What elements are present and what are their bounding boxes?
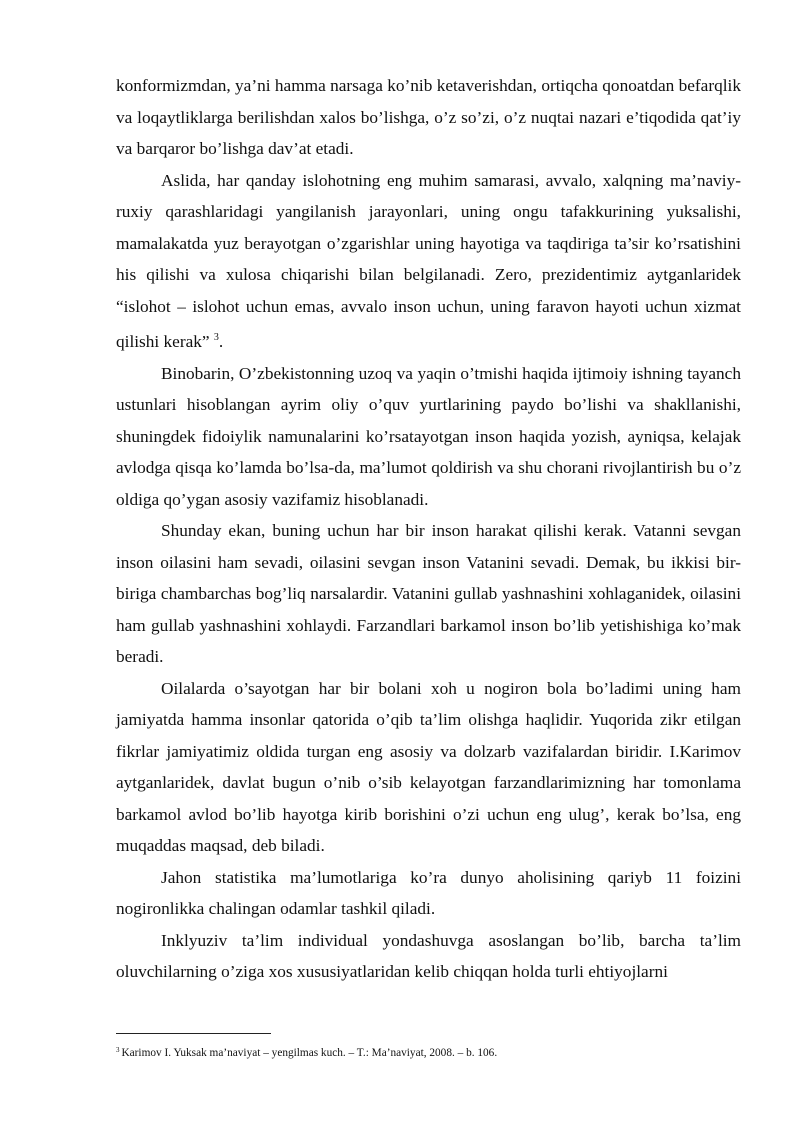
paragraph-text: Oilalarda o’sayotgan har bir bolani xoh u nogiron bola bo’ladimi uning ham jamiyatda hamma insonlar qatorida o’qib ta’lim olishga haqlidir. Yuqorida zikr etilgan fikrlar jamiyatimiz oldida turgan eng asosiy va dolzarb vazifalardan biridir. I.Karimov aytganlaridek, davlat bugun o’nib o’sib kelayotgan farzandlarimizning har tomonlama barkamol avlod bo’lib hayotga kirib borishini o’zi uchun eng ulug’, kerak bo’lsa, eng muqaddas maqsad, deb biladi. (116, 678, 741, 855)
paragraph (116, 925, 741, 988)
footnote-text: Karimov I. Yuksak ma’naviyat – yengilmas kuch. – T.: Ma’naviyat, 2008. – b. 106. (121, 1047, 498, 1059)
paragraph (116, 358, 741, 516)
paragraph (116, 165, 741, 358)
paragraph-text: Inklyuziv ta’lim individual yondashuvga asoslangan bo’lib, barcha ta’lim oluvchilarning o’ziga xos xususiyatlaridan kelib chiqqan holda turli ehtiyojlarni (116, 930, 741, 981)
paragraph-text: konformizmdan, ya’ni hamma narsaga ko’nib ketaverishdan, ortiqcha qonoatdan befarqlik va loqaytliklarga berilishdan xalos bo’lishga, o’z so’zi, o’z nuqtai nazari e’tiqodida qat’iy va barqaror bo’lishga dav’at etadi. (116, 76, 741, 158)
paragraph (116, 673, 741, 862)
paragraph-text: Jahon statistika ma’lumotlariga ko’ra dunyo aholisining qariyb 11 foizini nogironlikka chalingan odamlar tashkil qiladi. (116, 867, 741, 918)
paragraph-text: Aslida, har qanday islohotning eng muhim samarasi, avvalo, xalqning ma’naviy-ruxiy qarashlaridagi yangilanish jarayonlari, uning ongu tafakkurining yuksalishi, mamalakatda yuz berayotgan o’zgarishlar uning hayotiga va taqdiriga ta’sir ko’rsatishini his qilishi va xulosa chiqarishi bilan belgilanadi. Zero, prezidentimiz aytganlaridek “islohot – islohot uchun emas, avvalo inson uchun, uning faravon hayoti uchun xizmat qilishi kerak” (116, 170, 741, 351)
paragraph (116, 862, 741, 925)
footnote (116, 1043, 741, 1060)
footnote-mark: 3 (116, 1046, 120, 1054)
footnote-reference: 3 (213, 332, 219, 343)
body-text (116, 70, 741, 988)
footnote-divider (116, 1033, 271, 1034)
paragraph (116, 515, 741, 673)
paragraph-text: Shunday ekan, buning uchun har bir inson harakat qilishi kerak. Vatanni sevgan inson oilasini ham sevadi, oilasini sevgan inson Vatanini sevadi. Demak, bu ikkisi bir-biriga chambarchas bog’liq narsalardir. Vatanini gullab yashnashini xohlaganidek, oilasini ham gullab yashnashini xohlaydi. Farzandlari barkamol inson bo’lib yetishishiga ko’mak beradi. (116, 521, 741, 666)
paragraph-text: Binobarin, O’zbekistonning uzoq va yaqin o’tmishi haqida ijtimoiy ishning tayanch ustunlari hisoblangan ayrim oliy o’quv yurtlarining paydo bo’lishi va shakllanishi, shuningdek fidoiylik namunalarini ko’rsatayotgan inson haqida yozish, ayniqsa, kelajak avlodga qisqa ko’lamda bo’lsa-da, ma’lumot qoldirish va shu chorani rivojlantirish bu o’z oldiga qo’ygan asosiy vazifamiz hisoblanadi. (116, 363, 741, 509)
paragraph-tail: . (218, 332, 224, 351)
paragraph (116, 70, 741, 165)
